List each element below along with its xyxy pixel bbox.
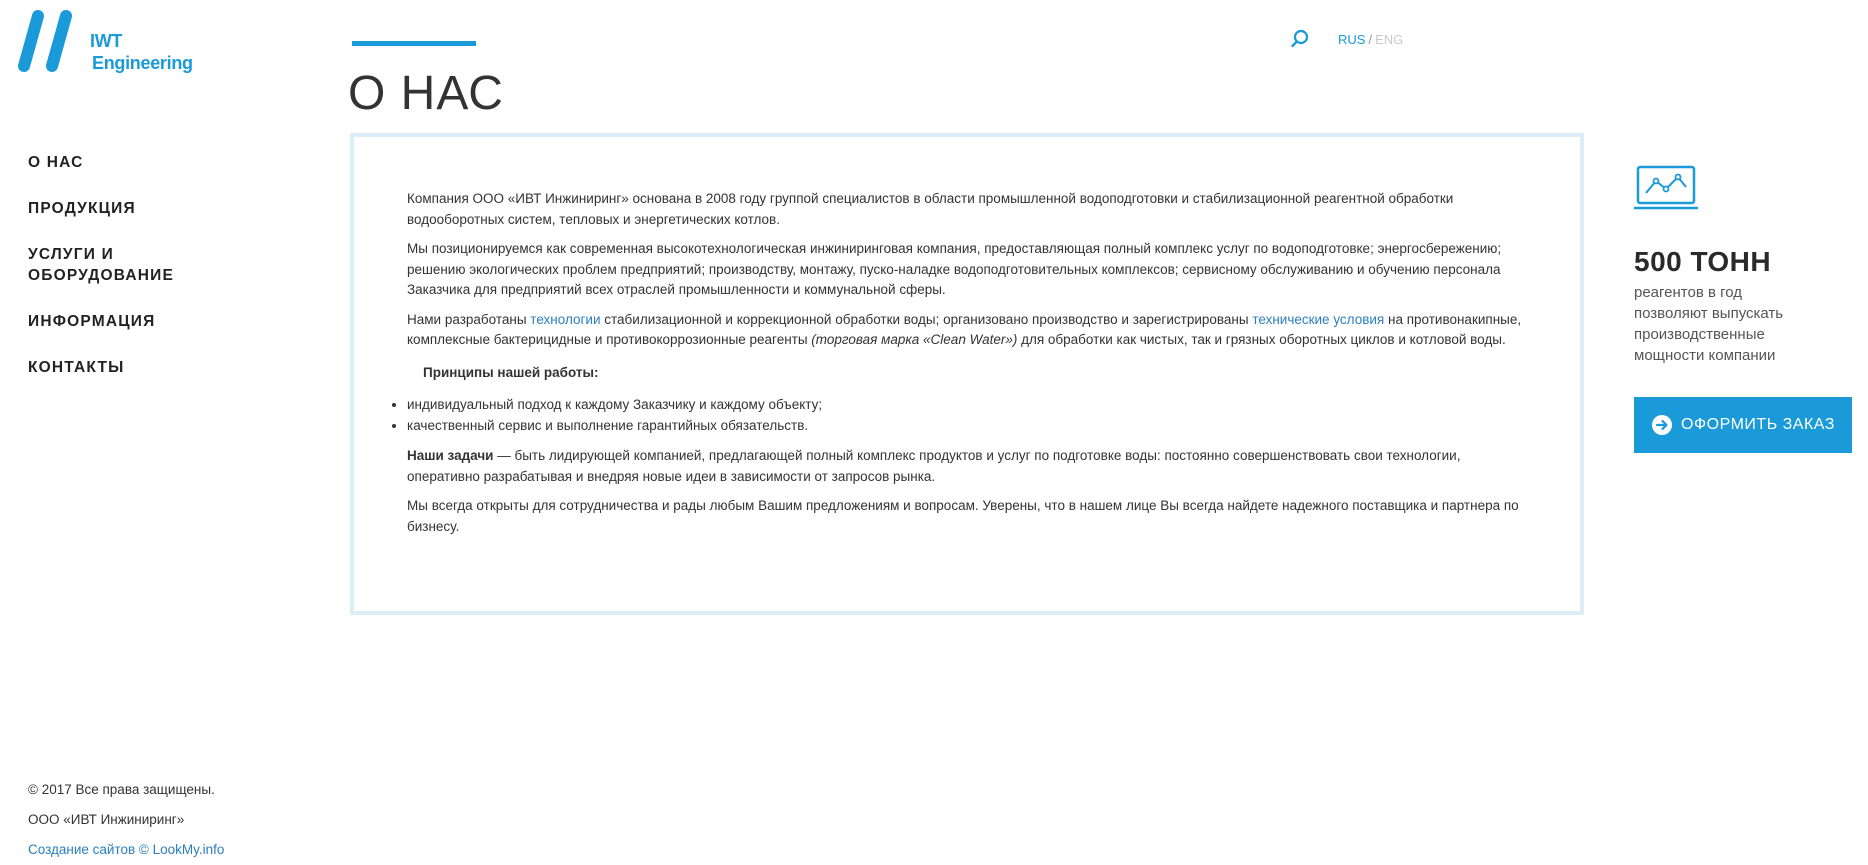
p3-trademark: (торговая марка «Clean Water») <box>811 332 1018 347</box>
logo-text <box>76 30 193 74</box>
lang-separator: / <box>1368 32 1373 47</box>
link-technologies[interactable]: технологии <box>530 311 601 327</box>
footer-credit-link[interactable]: Создание сайтов © LookMy.info <box>28 842 225 857</box>
logo[interactable] <box>16 10 216 74</box>
footer <box>28 780 224 865</box>
footer-copyright: © 2017 Все права защищены. <box>28 782 215 797</box>
p3-text-d: для обработки как чистых, так и грязных оборотных циклов и котловой воды. <box>1017 332 1506 347</box>
language-switcher <box>1338 32 1403 47</box>
stat-description: реагентов в год позволяют выпускать производственные мощности компании <box>1634 284 1784 364</box>
content-text <box>407 189 1530 546</box>
page-title: О НАС <box>348 67 504 120</box>
principles-list <box>393 395 1530 436</box>
logo-line-2: Engineering <box>92 53 193 73</box>
nav-item-services[interactable]: УСЛУГИ И ОБОРУДОВАНИЕ <box>28 246 175 284</box>
order-button-label: ОФОРМИТЬ ЗАКАЗ <box>1681 416 1835 433</box>
stat-value: 500 ТОНН <box>1634 246 1772 277</box>
nav-item-contacts[interactable]: КОНТАКТЫ <box>28 359 125 376</box>
laptop-chart-icon <box>1634 165 1698 213</box>
tasks-text: — быть лидирующей компанией, предлагающей полный комплекс продуктов и услуг по подготовке воды: постоянно совершенствовать свои технологии, оперативно разрабатывая и внедряя новые идеи в зависимости от запросов рынка. <box>407 448 1461 484</box>
link-technical-conditions[interactable]: технические условия <box>1252 311 1385 327</box>
nav-item-products[interactable]: ПРОДУКЦИЯ <box>28 200 136 217</box>
logo-line-1: IWT <box>90 31 123 51</box>
paragraph-intro: Компания ООО «ИВТ Инжиниринг» основана в 2008 году группой специалистов в области промышленной водоподготовки и стабилизационной реагентной обработки водооборотных систем, тепловых и энергетических котлов. <box>407 191 1454 227</box>
principles-heading: Принципы нашей работы: <box>423 364 599 380</box>
main-nav <box>28 152 248 403</box>
nav-item-info[interactable]: ИНФОРМАЦИЯ <box>28 313 156 330</box>
title-accent-bar <box>352 41 476 46</box>
lang-eng[interactable]: ENG <box>1375 32 1404 47</box>
p3-text-b: стабилизационной и коррекционной обработки воды; организовано производство и зарегистрированы <box>600 311 1253 327</box>
list-item: • индивидуальный подход к каждому Заказчику и каждому объекту; <box>407 395 1530 416</box>
paragraph-technologies <box>407 310 1530 351</box>
list-item: • качественный сервис и выполнение гарантийных обязательств. <box>407 416 1530 437</box>
lang-rus[interactable]: RUS <box>1338 32 1366 47</box>
search-icon[interactable] <box>1290 29 1310 49</box>
order-button[interactable] <box>1634 397 1852 453</box>
paragraph-closing: Мы всегда открыты для сотрудничества и рады любым Вашим предложениям и вопросам. Уверены, что в нашем лице Вы всегда найдете надежного поставщика и партнера по бизнесу. <box>407 498 1519 534</box>
tasks-bold: Наши задачи <box>407 448 494 463</box>
paragraph-positioning: Мы позиционируемся как современная высокотехнологическая инжиниринговая компания, предоставляющая полный комплекс услуг по водоподготовке; энергосбережению; решению экологических проблем предприятий; производству, монтажу, пуско-наладке водоподготовительных комплексов; сервисному обслуживанию и обучению персонала Заказчика для предприятий всех отраслей промышленности и коммунальной сферы. <box>407 241 1502 297</box>
footer-company: ООО «ИВТ Инжиниринг» <box>28 812 185 827</box>
nav-item-about[interactable]: О НАС <box>28 154 84 171</box>
paragraph-tasks <box>407 446 1530 487</box>
p3-text-a: Нами разработаны <box>407 311 531 327</box>
arrow-right-circle-icon <box>1651 414 1673 436</box>
p3-text-c: на противонакипные, комплексные бактерицидные и противокоррозионные реагенты <box>407 311 1522 347</box>
content-box <box>350 133 1584 615</box>
